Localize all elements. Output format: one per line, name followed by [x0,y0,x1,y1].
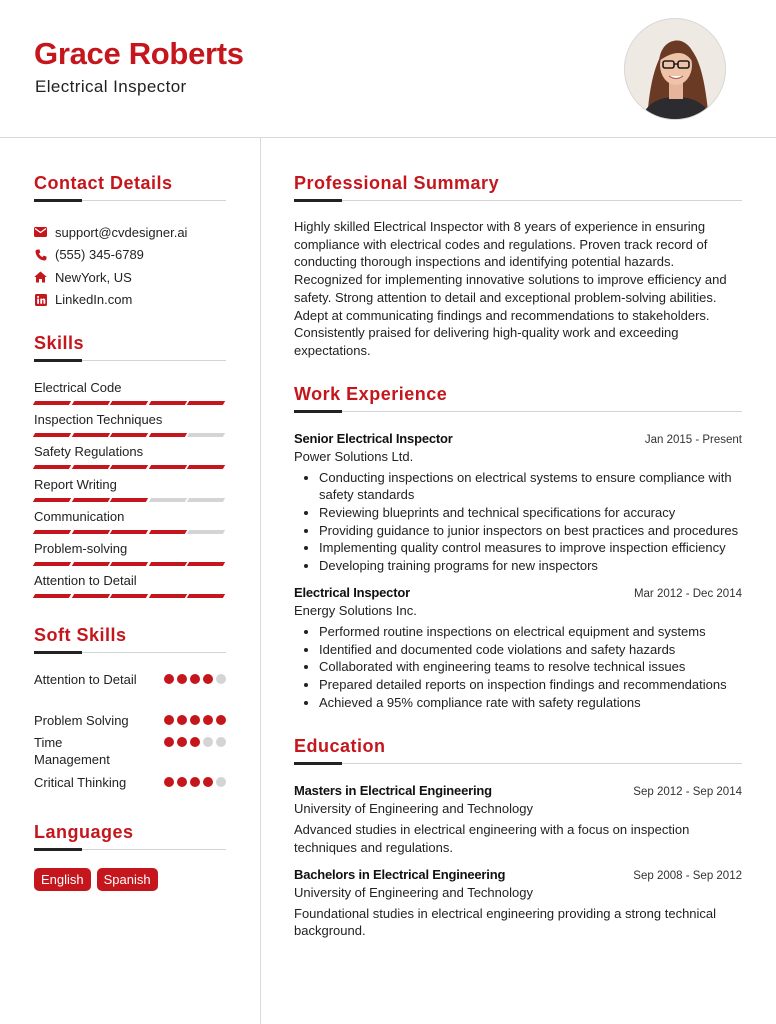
contact-email[interactable] [34,221,226,244]
rating-dot-filled [164,737,174,747]
envelope-icon [34,226,47,239]
languages-heading: Languages [34,822,226,850]
contact-location-text: NewYork, US [55,269,132,285]
rating-dot-filled [216,715,226,725]
job-bullet: • Providing guidance to junior inspectors on best practices and procedures [319,522,742,540]
skill-segment-filled [33,401,71,405]
skill-name: Report Writing [34,476,117,492]
skills-heading: Skills [34,333,226,361]
summary-text: Highly skilled Electrical Inspector with 8 years of experience in ensuring compliance with electrical codes and regulations. Proven track record of conducting thorough inspections and identifying potential hazards. Recognized for implementing innovative solutions to improve efficiency and safety. Strong attention to detail and exceptional problem-solving abilities. Adept at communicating findings and recommendations to stakeholders. Consistently praised for delivering high-quality work and exceeding expectations. [294,219,727,358]
rating-dot-empty [216,674,226,684]
job-entry [294,585,742,712]
job-role: Electrical Inspector [294,584,410,600]
skill-name: Communication [34,508,125,524]
skill-segment-filled [110,530,148,534]
job-date: Mar 2012 - Dec 2014 [633,587,742,600]
education-entry [294,783,742,856]
contact-heading: Contact Details [34,173,226,201]
skill-level-bar [34,530,226,534]
education-degree: Bachelors in Electrical Engineering [294,866,506,882]
language-badge: Spanish [97,868,158,891]
education-header [294,783,742,798]
job-bullet: • Achieved a 95% compliance rate with safety regulations [319,694,742,712]
linkedin-icon [34,293,47,306]
skill-segment-filled [187,401,225,405]
skill-segment-filled [33,433,71,437]
skill-segment-filled [110,562,148,566]
rating-dot-filled [164,715,174,725]
skill-segment-filled [148,530,186,534]
job-header [294,431,742,446]
skill-segment-filled [33,594,71,598]
language-badge: English [34,868,91,891]
contact-location [34,266,226,289]
rating-dot-filled [203,715,213,725]
languages-list [34,868,226,891]
contact-linkedin[interactable] [34,289,226,312]
skill-segment-filled [71,594,109,598]
rating-dot-filled [190,715,200,725]
rating-dot-filled [203,674,213,684]
skill-item [34,380,226,412]
skill-item [34,509,226,541]
rating-dot-filled [190,674,200,684]
profile-photo-illustration [625,19,726,120]
education-school: University of Engineering and Technology [294,801,533,817]
skill-segment-filled [71,433,109,437]
skill-segment-filled [33,530,71,534]
skill-segment-filled [71,562,109,566]
education-degree: Masters in Electrical Engineering [294,783,492,799]
soft-skills-list [34,671,226,796]
skill-segment-filled [71,401,109,405]
home-icon [34,271,47,284]
soft-skill-name: Problem Solving [34,713,129,729]
job-date: Jan 2015 - Present [644,433,742,446]
skill-segment-filled [110,401,148,405]
skill-segment-filled [33,562,71,566]
soft-skill-name: Time Management [34,735,110,768]
soft-skill-item [34,774,226,796]
job-bullet: • Collaborated with engineering teams to resolve technical issues [319,658,742,676]
rating-dot-empty [216,777,226,787]
rating-dot-empty [216,737,226,747]
skill-segment-filled [110,465,148,469]
education-description: Foundational studies in electrical engineering providing a strong technical background. [294,905,717,939]
job-bullet: • Reviewing blueprints and technical specifications for accuracy [319,504,742,522]
skill-name: Inspection Techniques [34,412,163,428]
rating-dot-empty [203,737,213,747]
skill-segment-filled [110,433,148,437]
skill-level-bar [34,498,226,502]
rating-dot-filled [190,737,200,747]
right-column [294,138,742,940]
candidate-name: Grace Roberts [34,36,244,71]
skill-segment-filled [71,465,109,469]
skill-level-bar [34,594,226,598]
resume-header [0,0,776,138]
candidate-title: Electrical Inspector [35,77,187,96]
rating-dot-filled [190,777,200,787]
education-date: Sep 2012 - Sep 2014 [633,786,742,799]
skill-level-bar [34,433,226,437]
skill-segment-filled [148,433,186,437]
profile-photo [624,18,726,120]
skill-segment-empty [148,498,186,502]
soft-skill-name: Attention to Detail [34,672,137,688]
skill-segment-filled [148,465,186,469]
job-company: Energy Solutions Inc. [294,602,417,618]
skill-segment-filled [110,498,148,502]
soft-skill-item [34,712,226,734]
skill-level-bar [34,401,226,405]
contact-email-text: support@cvdesigner.ai [55,224,188,240]
skill-segment-filled [187,594,225,598]
job-header [294,585,742,600]
skill-item [34,444,226,476]
job-bullets [294,623,742,712]
job-bullets [294,469,742,575]
rating-dot-filled [177,715,187,725]
soft-skill-rating [164,674,226,684]
rating-dot-filled [177,737,187,747]
education-description: Advanced studies in electrical engineering with a focus on inspection techniques and regulations. [294,822,690,856]
rating-dot-filled [177,674,187,684]
education-school: University of Engineering and Technology [294,884,533,900]
skill-segment-filled [33,465,71,469]
skill-name: Problem-solving [34,540,128,556]
soft-skill-item [34,671,226,712]
rating-dot-filled [164,777,174,787]
left-column [34,138,226,891]
soft-skill-name: Critical Thinking [34,775,127,791]
job-role: Senior Electrical Inspector [294,430,453,446]
job-bullet: • Performed routine inspections on electrical equipment and systems [319,623,742,641]
skill-segment-filled [187,562,225,566]
contact-phone-text: (555) 345-6789 [55,247,144,263]
skill-segment-empty [187,498,225,502]
rating-dot-filled [177,777,187,787]
skill-segment-empty [187,433,225,437]
experience-heading: Work Experience [294,384,742,412]
soft-skill-rating [164,777,226,787]
skill-name: Safety Regulations [34,444,144,460]
skill-segment-empty [187,530,225,534]
skills-list [34,380,226,605]
education-heading: Education [294,736,742,764]
job-entry [294,431,742,575]
skill-segment-filled [71,498,109,502]
skill-item [34,412,226,444]
column-divider [260,138,261,1024]
phone-icon [34,248,47,261]
education-entry [294,867,742,940]
soft-skill-rating [164,715,226,725]
rating-dot-filled [164,674,174,684]
skill-segment-filled [148,562,186,566]
skill-item [34,477,226,509]
skill-name: Electrical Code [34,380,122,395]
contact-phone[interactable] [34,244,226,267]
job-bullet: • Conducting inspections on electrical systems to ensure compliance with safety standards [319,469,742,504]
skill-segment-filled [33,498,71,502]
soft-skill-rating [164,737,226,747]
education-header [294,867,742,882]
job-bullet: • Prepared detailed reports on inspection findings and recommendations [319,676,742,694]
summary-heading: Professional Summary [294,173,742,201]
skill-level-bar [34,465,226,469]
skill-segment-filled [187,465,225,469]
education-date: Sep 2008 - Sep 2012 [633,869,742,882]
rating-dot-filled [203,777,213,787]
skill-segment-filled [148,401,186,405]
job-company: Power Solutions Ltd. [294,448,414,464]
job-bullet: • Identified and documented code violations and safety hazards [319,641,742,659]
contact-linkedin-text: LinkedIn.com [55,292,133,308]
job-bullet: • Developing training programs for new inspectors [319,557,742,575]
job-bullet: • Implementing quality control measures to improve inspection efficiency [319,539,742,557]
skill-name: Attention to Detail [34,573,137,589]
contact-list [34,221,226,311]
skill-item [34,573,226,605]
soft-skills-heading: Soft Skills [34,625,226,653]
skill-level-bar [34,562,226,566]
soft-skill-item [34,734,226,774]
skill-segment-filled [110,594,148,598]
skill-segment-filled [148,594,186,598]
skill-item [34,541,226,573]
skill-segment-filled [71,530,109,534]
